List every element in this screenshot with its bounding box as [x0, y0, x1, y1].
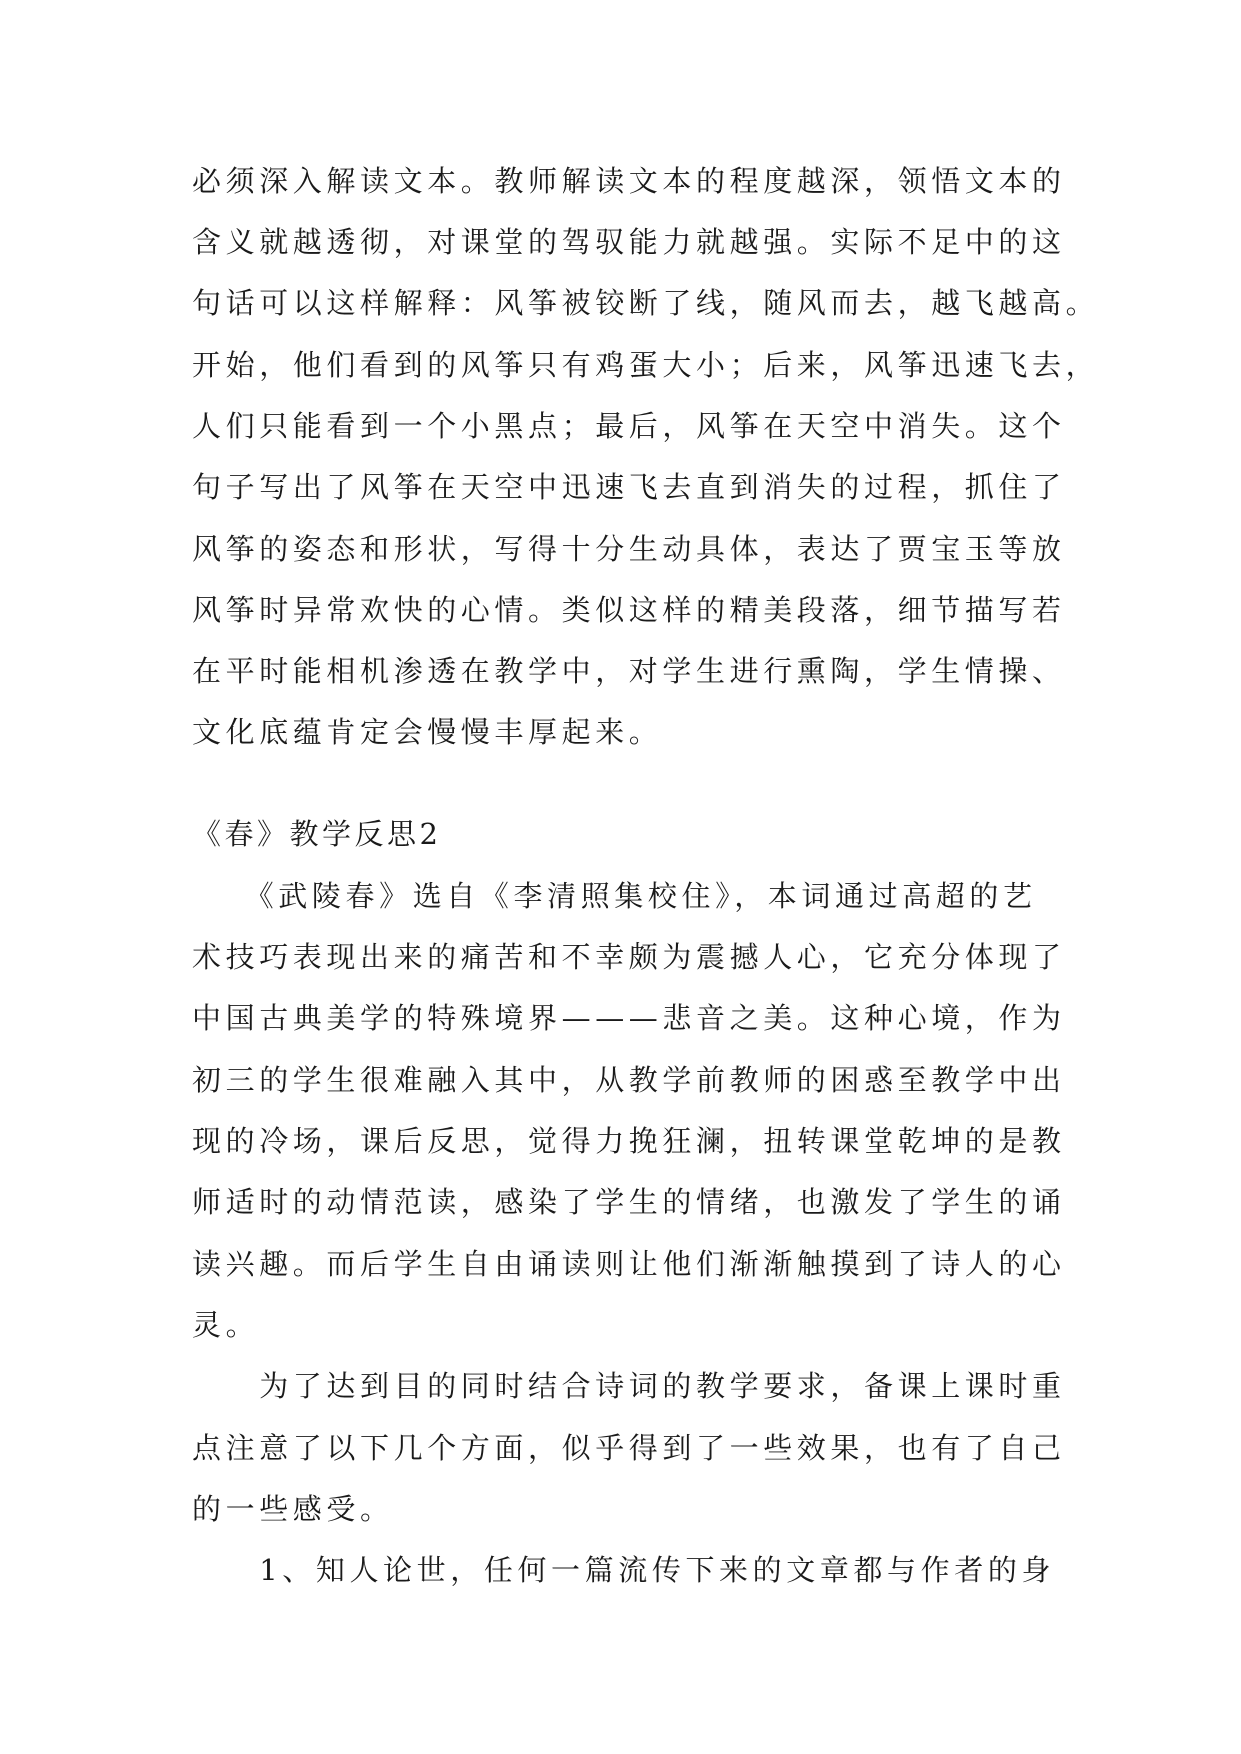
text-line: 术技巧表现出来的痛苦和不幸颇为震撼人心，它充分体现了 — [192, 940, 1066, 974]
text-line: 初三的学生很难融入其中，从教学前教师的困惑至教学中出 — [192, 1063, 1066, 1097]
text-line: 1、知人论世，任何一篇流传下来的文章都与作者的身 — [192, 1553, 1056, 1587]
text-line: 读兴趣。而后学生自由诵读则让他们渐渐触摸到了诗人的心 — [192, 1247, 1066, 1281]
section-heading: 《春》教学反思2 — [192, 817, 442, 851]
text-line: 为了达到目的同时结合诗词的教学要求，备课上课时重 — [192, 1369, 1066, 1403]
text-line: 在平时能相机渗透在教学中，对学生进行熏陶，学生情操、 — [192, 654, 1066, 688]
text-line: 灵。 — [192, 1308, 260, 1342]
text-line: 现的冷场，课后反思，觉得力挽狂澜，扭转课堂乾坤的是教 — [192, 1124, 1066, 1158]
text-line: 文化底蕴肯定会慢慢丰厚起来。 — [192, 715, 663, 749]
text-line: 风筝的姿态和形状，写得十分生动具体，表达了贾宝玉等放 — [192, 532, 1066, 566]
text-line: 开始，他们看到的风筝只有鸡蛋大小；后来，风筝迅速飞去， — [192, 348, 1100, 382]
text-line: 师适时的动情范读，感染了学生的情绪，也激发了学生的诵 — [192, 1185, 1066, 1219]
text-line: 的一些感受。 — [192, 1492, 394, 1526]
text-line: 句子写出了风筝在天空中迅速飞去直到消失的过程，抓住了 — [192, 470, 1066, 504]
text-line: 点注意了以下几个方面，似乎得到了一些效果，也有了自己 — [192, 1431, 1066, 1465]
text-line: 风筝时异常欢快的心情。类似这样的精美段落，细节描写若 — [192, 593, 1066, 627]
text-line: 含义就越透彻，对课堂的驾驭能力就越强。实际不足中的这 — [192, 225, 1066, 259]
text-line: 中国古典美学的特殊境界———悲音之美。这种心境，作为 — [192, 1001, 1066, 1035]
text-line: 必须深入解读文本。教师解读文本的程度越深，领悟文本的 — [192, 164, 1066, 198]
text-line: 《武陵春》选自《李清照集校住》，本词通过高超的艺 — [192, 879, 1037, 913]
text-line: 句话可以这样解释：风筝被铰断了线，随风而去，越飞越高。 — [192, 286, 1100, 320]
text-line: 人们只能看到一个小黑点；最后，风筝在天空中消失。这个 — [192, 409, 1066, 443]
